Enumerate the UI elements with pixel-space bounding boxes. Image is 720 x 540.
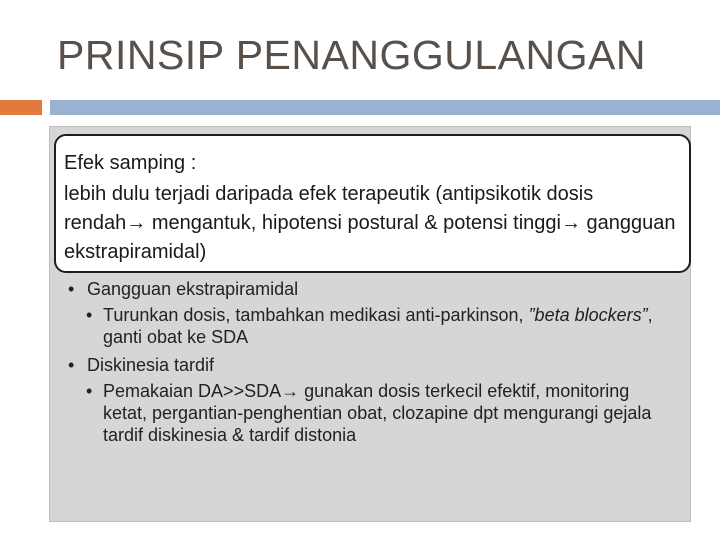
sub-bullet-tardive-dyskinesia: • Pemakaian DA>>SDA→ gunakan dosis terkecil efektif, monitoring ketat, pergantian-penghentian obat, clozapine dpt mengurangi gejala tardif diskinesia & tardif distonia — [68, 380, 678, 446]
callout-body: lebih dulu terjadi daripada efek terapeutik (antipsikotik dosis rendah→ mengantuk, hipotensi postural & potensi tinggi→ gangguan ekstrapiramidal) — [64, 183, 676, 263]
callout-heading: Efek samping : — [64, 152, 197, 174]
accent-bar-blue — [50, 100, 720, 115]
bullet-label: Diskinesia tardif — [87, 355, 215, 375]
bullet-item-extrapyramidal — [68, 278, 678, 300]
slide-title: PRINSIP PENANGGULANGAN — [57, 32, 646, 78]
bullet-list — [68, 278, 678, 446]
bullet-label: Gangguan ekstrapiramidal — [87, 279, 299, 299]
accent-bar-orange — [0, 100, 42, 115]
beta-blockers-text: ”beta blockers” — [528, 305, 648, 325]
side-effect-callout — [54, 134, 691, 273]
sub-bullet-extrapyramidal: • Turunkan dosis, tambahkan medikasi anti-parkinson, ”beta blockers”, ganti obat ke SDA — [68, 304, 678, 348]
bullet-item-tardive-dyskinesia — [68, 354, 678, 376]
